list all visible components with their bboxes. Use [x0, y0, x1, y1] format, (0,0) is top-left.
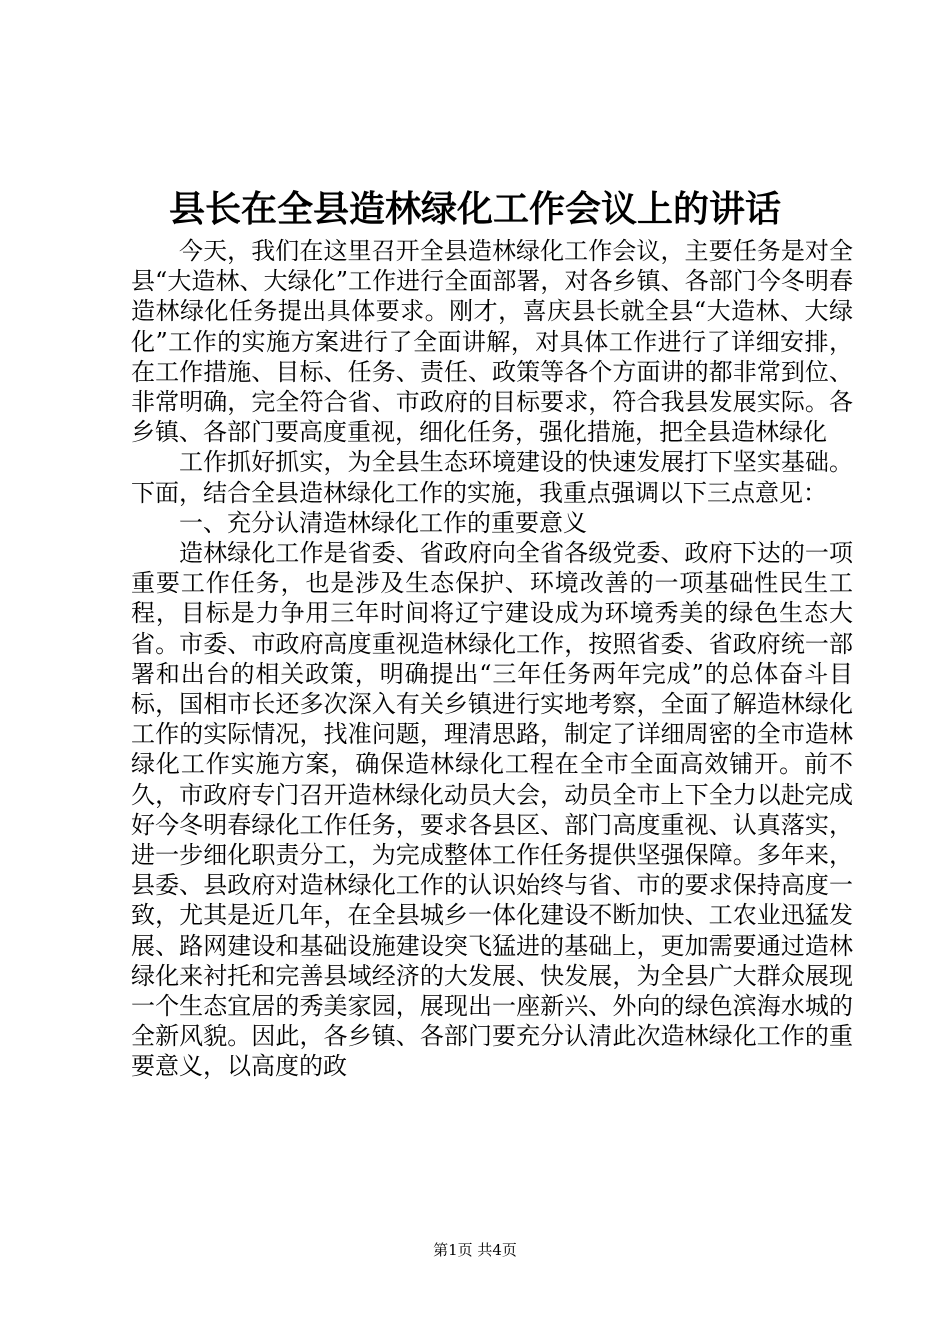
- paragraph: 造林绿化工作是省委、省政府向全省各级党委、政府下达的一项重要工作任务，也是涉及生态保护、环境改善的一项基础性民生工程，目标是力争用三年时间将辽宁建设成为环境秀美的绿色生态大省。市委、市政府高度重视造林绿化工作，按照省委、省政府统一部署和出台的相关政策，明确提出“三年任务两年完成”的总体奋斗目标，国相市长还多次深入有关乡镇进行实地考察，全面了解造林绿化工作的实际情况，找准问题，理清思路，制定了详细周密的全市造林绿化工作实施方案，确保造林绿化工程在全市全面高效铺开。前不久，市政府专门召开造林绿化动员大会，动员全市上下全力以赴完成好今冬明春绿化工作任务，要求各县区、部门高度重视、认真落实，进一步细化职责分工，为完成整体工作任务提供坚强保障。多年来，县委、县政府对造林绿化工作的认识始终与省、市的要求保持高度一致，尤其是近几年，在全县城乡一体化建设不断加快、工农业迅猛发展、路网建设和基础设施建设突飞猛进的基础上，更加需要通过造林绿化来衬托和完善县域经济的大发展、快发展，为全县广大群众展现一个生态宜居的秀美家园，展现出一座新兴、外向的绿色滨海水城的全新风貌。因此，各乡镇、各部门要充分认清此次造林绿化工作的重要意义，以高度的政: [131, 539, 853, 1081]
- paragraph: 今天，我们在这里召开全县造林绿化工作会议，主要任务是对全县“大造林、大绿化”工作进行全面部署，对各乡镇、各部门今冬明春造林绿化任务提出具体要求。刚才，喜庆县长就全县“大造林、大绿化”工作的实施方案进行了全面讲解，对具体工作进行了详细安排，在工作措施、目标、任务、责任、政策等各个方面讲的都非常到位、非常明确，完全符合省、市政府的目标要求，符合我县发展实际。各乡镇、各部门要高度重视，细化任务，强化措施，把全县造林绿化: [131, 237, 853, 447]
- page-footer: 第1页 共4页: [433, 1241, 517, 1259]
- section-heading: 一、充分认清造林绿化工作的重要意义: [179, 508, 587, 537]
- document-title: 县长在全县造林绿化工作会议上的讲话: [168, 188, 781, 230]
- paragraph: 工作抓好抓实，为全县生态环境建设的快速发展打下坚实基础。下面，结合全县造林绿化工作的实施，我重点强调以下三点意见：: [131, 448, 853, 507]
- document-body: [131, 236, 853, 1082]
